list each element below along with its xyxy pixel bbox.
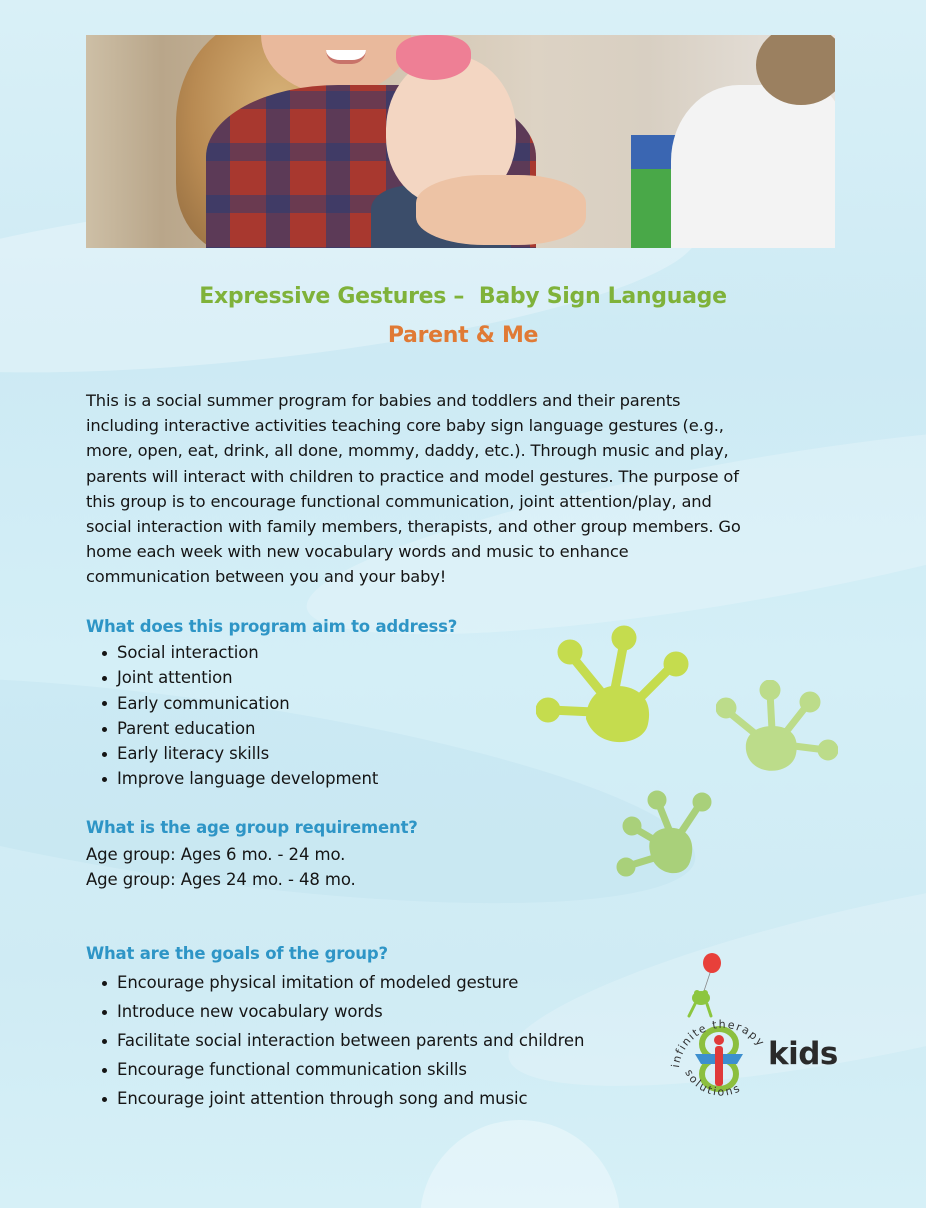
intro-line: parents will interact with children to practice and model gestures. The purpose of [86, 466, 739, 486]
aim-list [99, 640, 378, 792]
intro-line: home each week with new vocabulary words and music to enhance [86, 542, 629, 562]
goal-item: Encourage physical imitation of modeled gesture [99, 968, 584, 997]
intro-line: including interactive activities teaching core baby sign language gestures (e.g., [86, 416, 724, 436]
photo-hands [416, 175, 586, 245]
goal-item: Encourage functional communication skills [99, 1055, 584, 1084]
intro-line: This is a social summer program for babies and toddlers and their parents [86, 391, 681, 410]
age-group-list [86, 842, 356, 892]
page-title: Expressive Gestures – Baby Sign Language [199, 284, 727, 309]
goals-heading: What are the goals of the group? [86, 944, 388, 963]
intro-line: social interaction with family members, therapists, and other group members. Go [86, 517, 741, 537]
intro-line: more, open, eat, drink, all done, mommy, daddy, etc.). Through music and play, [86, 441, 729, 461]
aim-heading: What does this program aim to address? [86, 617, 458, 636]
aim-item: Joint attention [99, 665, 378, 690]
logo-arc-top-text: infinite therapy [669, 1017, 768, 1069]
logo-arc-bottom-text: solutions [682, 1067, 744, 1099]
goals-list [99, 968, 584, 1113]
intro-line: communication between you and your baby! [86, 567, 447, 587]
age-group-line: Age group: Ages 24 mo. - 48 mo. [86, 870, 356, 889]
intro-paragraph [86, 388, 836, 590]
frog-footprint-icon [536, 624, 694, 754]
photo-therapist [671, 85, 835, 248]
goal-item: Introduce new vocabulary words [99, 997, 584, 1026]
frog-footprint-icon [716, 680, 838, 782]
frog-footprint-icon [616, 790, 720, 882]
hero-photo [86, 35, 835, 248]
logo-mark-icon [665, 950, 775, 1110]
goal-item: Encourage joint attention through song and music [99, 1084, 584, 1113]
age-heading: What is the age group requirement? [86, 818, 418, 837]
aim-item: Social interaction [99, 640, 378, 665]
goal-item: Facilitate social interaction between parents and children [99, 1026, 584, 1055]
photo-pink-bow [396, 35, 471, 80]
intro-line: this group is to encourage functional communication, joint attention/play, and [86, 491, 712, 511]
aim-item: Parent education [99, 716, 378, 741]
infinite-therapy-kids-logo [665, 950, 840, 1110]
page-subtitle: Parent & Me [387, 323, 539, 348]
logo-kids-wordmark: kids [768, 1036, 838, 1072]
aim-item: Improve language development [99, 766, 378, 791]
aim-item: Early communication [99, 691, 378, 716]
aim-item: Early literacy skills [99, 741, 378, 766]
age-group-line: Age group: Ages 6 mo. - 24 mo. [86, 845, 346, 864]
